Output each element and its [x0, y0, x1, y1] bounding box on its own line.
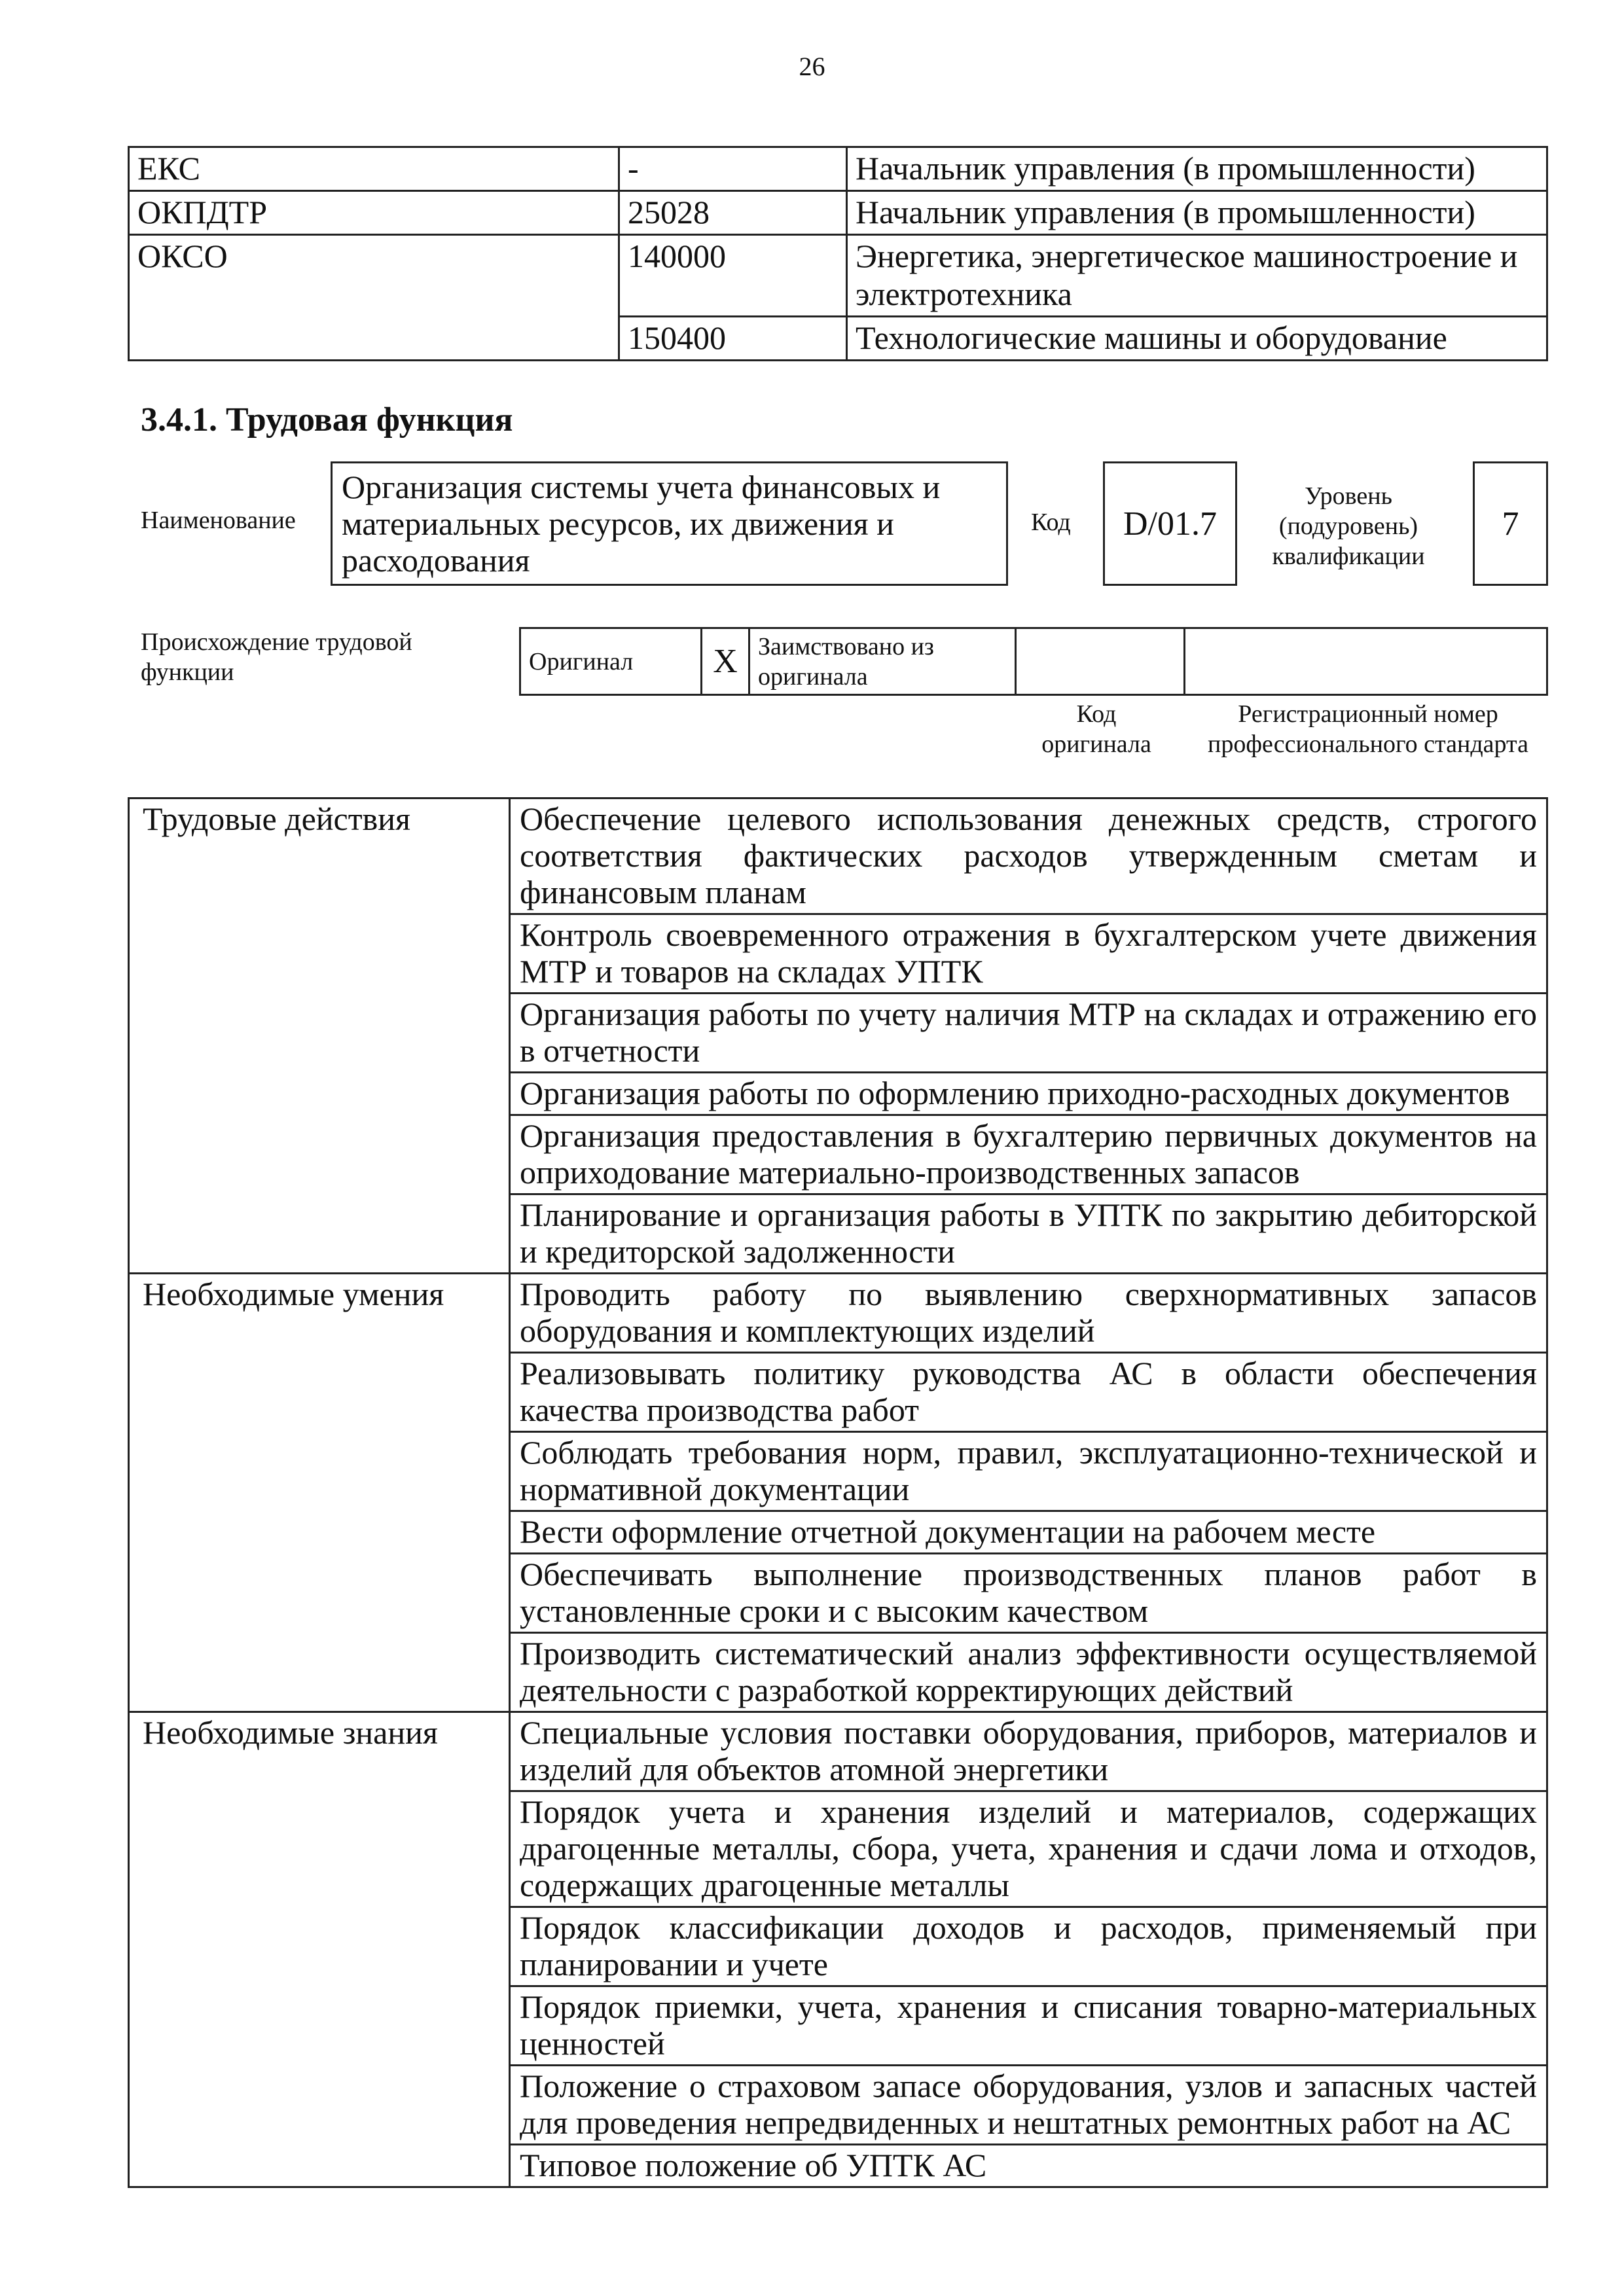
borrowed-cell: Заимствовано из оригинала [749, 628, 1016, 695]
list-item: Порядок учета и хранения изделий и материалов, содержащих драгоценные металлы, сбора, учета, хранения и сдачи лома и отходов, содержащих драгоценные металлы [510, 1791, 1547, 1907]
list-item: Проводить работу по выявлению сверхнормативных запасов оборудования и комплектующих изделий [510, 1274, 1547, 1353]
table-row [129, 235, 1547, 317]
level-label: Уровень (подуровень) квалификации [1272, 482, 1425, 570]
code-system-cell: ОКПДТР [129, 191, 619, 235]
function-details-table [128, 797, 1548, 2188]
list-item: Порядок классификации доходов и расходов, применяемый при планировании и учете [510, 1907, 1547, 1986]
function-code-box: D/01.7 [1103, 461, 1237, 586]
code-label: Код [1031, 509, 1071, 536]
list-item: Планирование и организация работы в УПТК по закрытию дебиторской и кредиторской задолженности [510, 1194, 1547, 1274]
name-label: Наименование [141, 507, 296, 534]
list-item: Порядок приемки, учета, хранения и списания товарно-материальных ценностей [510, 1986, 1547, 2066]
name-cell: Начальник управления (в промышленности) [847, 191, 1547, 235]
section-title-labour-actions: Трудовые действия [129, 798, 510, 1274]
list-item: Организация предоставления в бухгалтерию первичных документов на оприходование материально-производственных запасов [510, 1115, 1547, 1194]
origin-label: Происхождение трудовой функции [141, 628, 412, 686]
list-item: Соблюдать требования норм, правил, эксплуатационно-технической и нормативной документации [510, 1432, 1547, 1511]
list-item: Положение о страховом запасе оборудования, узлов и запасных частей для проведения непредвиденных и нештатных ремонтных работ на АС [510, 2066, 1547, 2145]
origin-code-cell [1016, 628, 1185, 695]
level-value-box: 7 [1473, 461, 1548, 586]
reg-number-caption: Регистрационный номер профессионального стандарта [1208, 700, 1528, 758]
name-cell: Энергетика, энергетическое машиностроение и электротехника [847, 235, 1547, 317]
code-cell: 140000 [619, 235, 847, 317]
section-title-required-skills: Необходимые умения [129, 1274, 510, 1712]
code-cell: 25028 [619, 191, 847, 235]
code-cell: 150400 [619, 317, 847, 361]
list-item: Производить систематический анализ эффективности осуществляемой деятельности с разработкой корректирующих действий [510, 1633, 1547, 1712]
section-title: 3.4.1. Трудовая функция [141, 401, 513, 439]
code-system-cell: ОКСО [129, 235, 619, 361]
original-cell: Оригинал [520, 628, 702, 695]
list-item: Контроль своевременного отражения в бухгалтерском учете движения МТР и товаров на складах УПТК [510, 914, 1547, 994]
list-item: Обеспечение целевого использования денежных средств, строгого соответствия фактических расходов утвержденным сметам и финансовым планам [510, 798, 1547, 914]
list-item: Типовое положение об УПТК АС [510, 2145, 1547, 2187]
page-number: 26 [799, 52, 825, 81]
original-mark-cell: X [702, 628, 749, 695]
list-item: Специальные условия поставки оборудования, приборов, материалов и изделий для объектов атомной энергетики [510, 1712, 1547, 1791]
name-cell: Технологические машины и оборудование [847, 317, 1547, 361]
section-title-required-knowledge: Необходимые знания [129, 1712, 510, 2187]
origin-code-caption: Код оригинала [1041, 700, 1151, 758]
classification-table [128, 146, 1548, 361]
code-system-cell: ЕКС [129, 147, 619, 191]
list-item: Реализовывать политику руководства АС в области обеспечения качества производства работ [510, 1353, 1547, 1432]
table-row [129, 798, 1547, 914]
list-item: Обеспечивать выполнение производственных планов работ в установленные сроки и с высоким качеством [510, 1554, 1547, 1633]
table-row [129, 1712, 1547, 1791]
code-cell: - [619, 147, 847, 191]
table-row [129, 191, 1547, 235]
origin-table [519, 627, 1548, 696]
table-row [129, 1274, 1547, 1353]
table-row [520, 628, 1547, 695]
name-cell: Начальник управления (в промышленности) [847, 147, 1547, 191]
table-row [129, 147, 1547, 191]
list-item: Организация работы по оформлению приходно-расходных документов [510, 1073, 1547, 1115]
list-item: Организация работы по учету наличия МТР на складах и отражению его в отчетности [510, 994, 1547, 1073]
reg-number-cell [1185, 628, 1547, 695]
function-name-box: Организация системы учета финансовых и материальных ресурсов, их движения и расходования [331, 461, 1008, 586]
list-item: Вести оформление отчетной документации на рабочем месте [510, 1511, 1547, 1554]
